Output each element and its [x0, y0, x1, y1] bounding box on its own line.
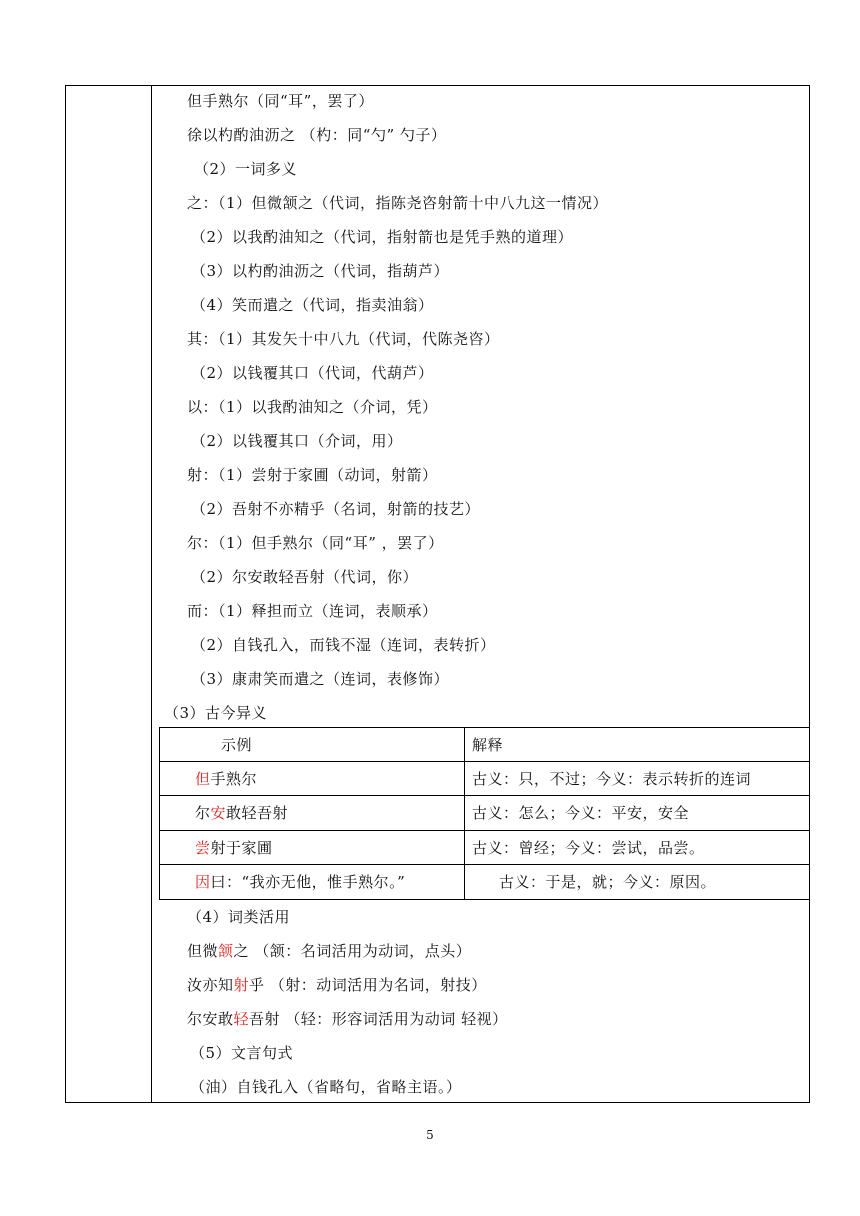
- text-line-omission: （油）自钱孔入（省略句，省略主语。）: [190, 1078, 462, 1096]
- text-line-zhi-2: （2）以我酌油知之（代词，指射箭也是凭手熟的道理）: [191, 228, 574, 246]
- text-line-ershun-3: （3）康肃笑而遣之（连词，表修饰）: [191, 670, 450, 688]
- table-row-example: 尝射于家圃: [195, 839, 273, 857]
- text-line-er-2: （2）尔安敢轻吾射（代词，你）: [191, 568, 419, 586]
- highlighted-char: 轻: [233, 1010, 250, 1028]
- text-line-she: 汝亦知射乎 （射：动词活用为名词，射技）: [187, 976, 487, 994]
- text-line-yi-1: 以：（1）以我酌油知之（介词，凭）: [187, 398, 438, 416]
- table-row-explanation: 古义：曾经；今义：尝试，品尝。: [472, 839, 705, 857]
- highlighted-char: 射: [233, 976, 250, 994]
- section-heading-sentence-pattern: （5）文言句式: [190, 1044, 294, 1062]
- table-row-example: 因曰：“我亦无他，惟手熟尔。”: [195, 873, 406, 891]
- text-line-qi-1: 其：（1）其发矢十中八九（代词，代陈尧咨）: [187, 330, 500, 348]
- text-line-han: 但微颔之 （颔：名词活用为动词，点头）: [187, 942, 472, 960]
- meaning-table: [159, 727, 810, 900]
- left-column-divider: [151, 85, 152, 1103]
- highlighted-char: 但: [195, 770, 211, 788]
- text-line-er-1: 尔：（1）但手熟尔（同“耳” ，罢了）: [187, 534, 444, 552]
- text-line-1: 但手熟尔（同“耳”，罢了）: [187, 92, 374, 110]
- text-line-2: 徐以杓酌油沥之 （杓：同“勺” 勺子）: [187, 126, 447, 144]
- table-header-explanation: 解释: [472, 736, 504, 754]
- table-row-explanation: 古义：只，不过；今义：表示转折的连词: [472, 770, 752, 788]
- text-line-ershun-2: （2）自钱孔入，而钱不湿（连词，表转折）: [191, 636, 496, 654]
- text-line-qing: 尔安敢轻吾射 （轻：形容词活用为动词 轻视）: [187, 1010, 508, 1028]
- table-row-explanation: 古义：于是，就；今义：原因。: [499, 873, 717, 891]
- table-row-explanation: 古义：怎么；今义：平安，安全: [472, 804, 690, 822]
- table-row-example: 但手熟尔: [195, 770, 258, 788]
- text-line-zhi-1: 之：（1）但微颔之（代词，指陈尧咨射箭十中八九这一情况）: [187, 194, 609, 212]
- section-heading-polysemy: （2）一词多义: [194, 160, 298, 178]
- text-line-qi-2: （2）以钱覆其口（代词，代葫芦）: [191, 364, 434, 382]
- table-header-example: 示例: [221, 736, 253, 754]
- page-number: 5: [426, 1128, 434, 1142]
- section-heading-ancient-modern: （3）古今异义: [164, 704, 268, 722]
- table-row-example: 尔安敢轻吾射: [195, 804, 289, 822]
- highlighted-char: 颔: [218, 942, 234, 960]
- highlighted-char: 尝: [195, 839, 211, 857]
- text-line-she-1: 射：（1）尝射于家圃（动词，射箭）: [187, 466, 438, 484]
- text-line-ershun-1: 而：（1）释担而立（连词，表顺承）: [187, 602, 438, 620]
- section-heading-word-class: （4）词类活用: [187, 908, 291, 926]
- text-line-zhi-3: （3）以杓酌油沥之（代词，指葫芦）: [191, 262, 450, 280]
- highlighted-char: 安: [210, 804, 227, 822]
- highlighted-char: 因: [195, 873, 211, 891]
- text-line-she-2: （2）吾射不亦精乎（名词，射箭的技艺）: [191, 500, 481, 518]
- text-line-zhi-4: （4）笑而遣之（代词，指卖油翁）: [191, 296, 434, 314]
- text-line-yi-2: （2）以钱覆其口（介词，用）: [191, 432, 403, 450]
